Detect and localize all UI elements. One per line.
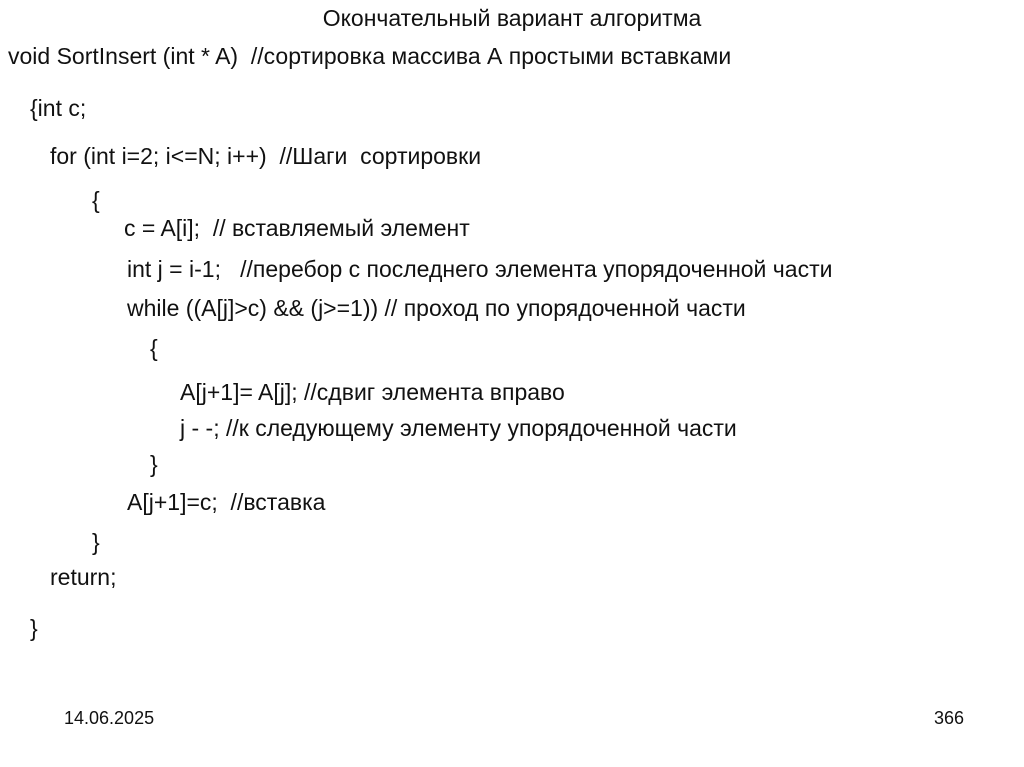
code-line-while-close-brace: } xyxy=(150,451,158,477)
code-line-while-loop: while ((A[j]>c) && (j>=1)) // проход по упорядоченной части xyxy=(127,295,746,321)
code-line-final-brace: } xyxy=(30,615,38,641)
code-line-shift-element: A[j+1]= A[j]; //сдвиг элемента вправо xyxy=(180,379,565,405)
code-line-while-open-brace: { xyxy=(150,335,158,361)
code-line-insert: A[j+1]=c; //вставка xyxy=(127,489,326,515)
footer-page-number: 366 xyxy=(933,708,964,728)
code-line-function-signature: void SortInsert (int * A) //сортировка массива А простыми вставками xyxy=(8,43,732,69)
code-line-init-j: int j = i-1; //перебор с последнего элемента упорядоченной части xyxy=(127,256,833,282)
code-line-open-brace-declaration: {int c; xyxy=(30,95,87,121)
code-line-decrement-j: j - -; //к следующему элементу упорядоченной части xyxy=(180,415,737,441)
slide-title: Окончательный вариант алгоритма xyxy=(322,5,702,31)
code-line-return: return; xyxy=(50,564,117,590)
code-line-assign-c: c = A[i]; // вставляемый элемент xyxy=(124,215,470,241)
code-line-for-open-brace: { xyxy=(92,187,100,213)
footer-date: 14.06.2025 xyxy=(64,708,155,728)
code-line-for-loop: for (int i=2; i<=N; i++) //Шаги сортировки xyxy=(50,143,482,169)
code-line-for-close-brace: } xyxy=(92,529,100,555)
